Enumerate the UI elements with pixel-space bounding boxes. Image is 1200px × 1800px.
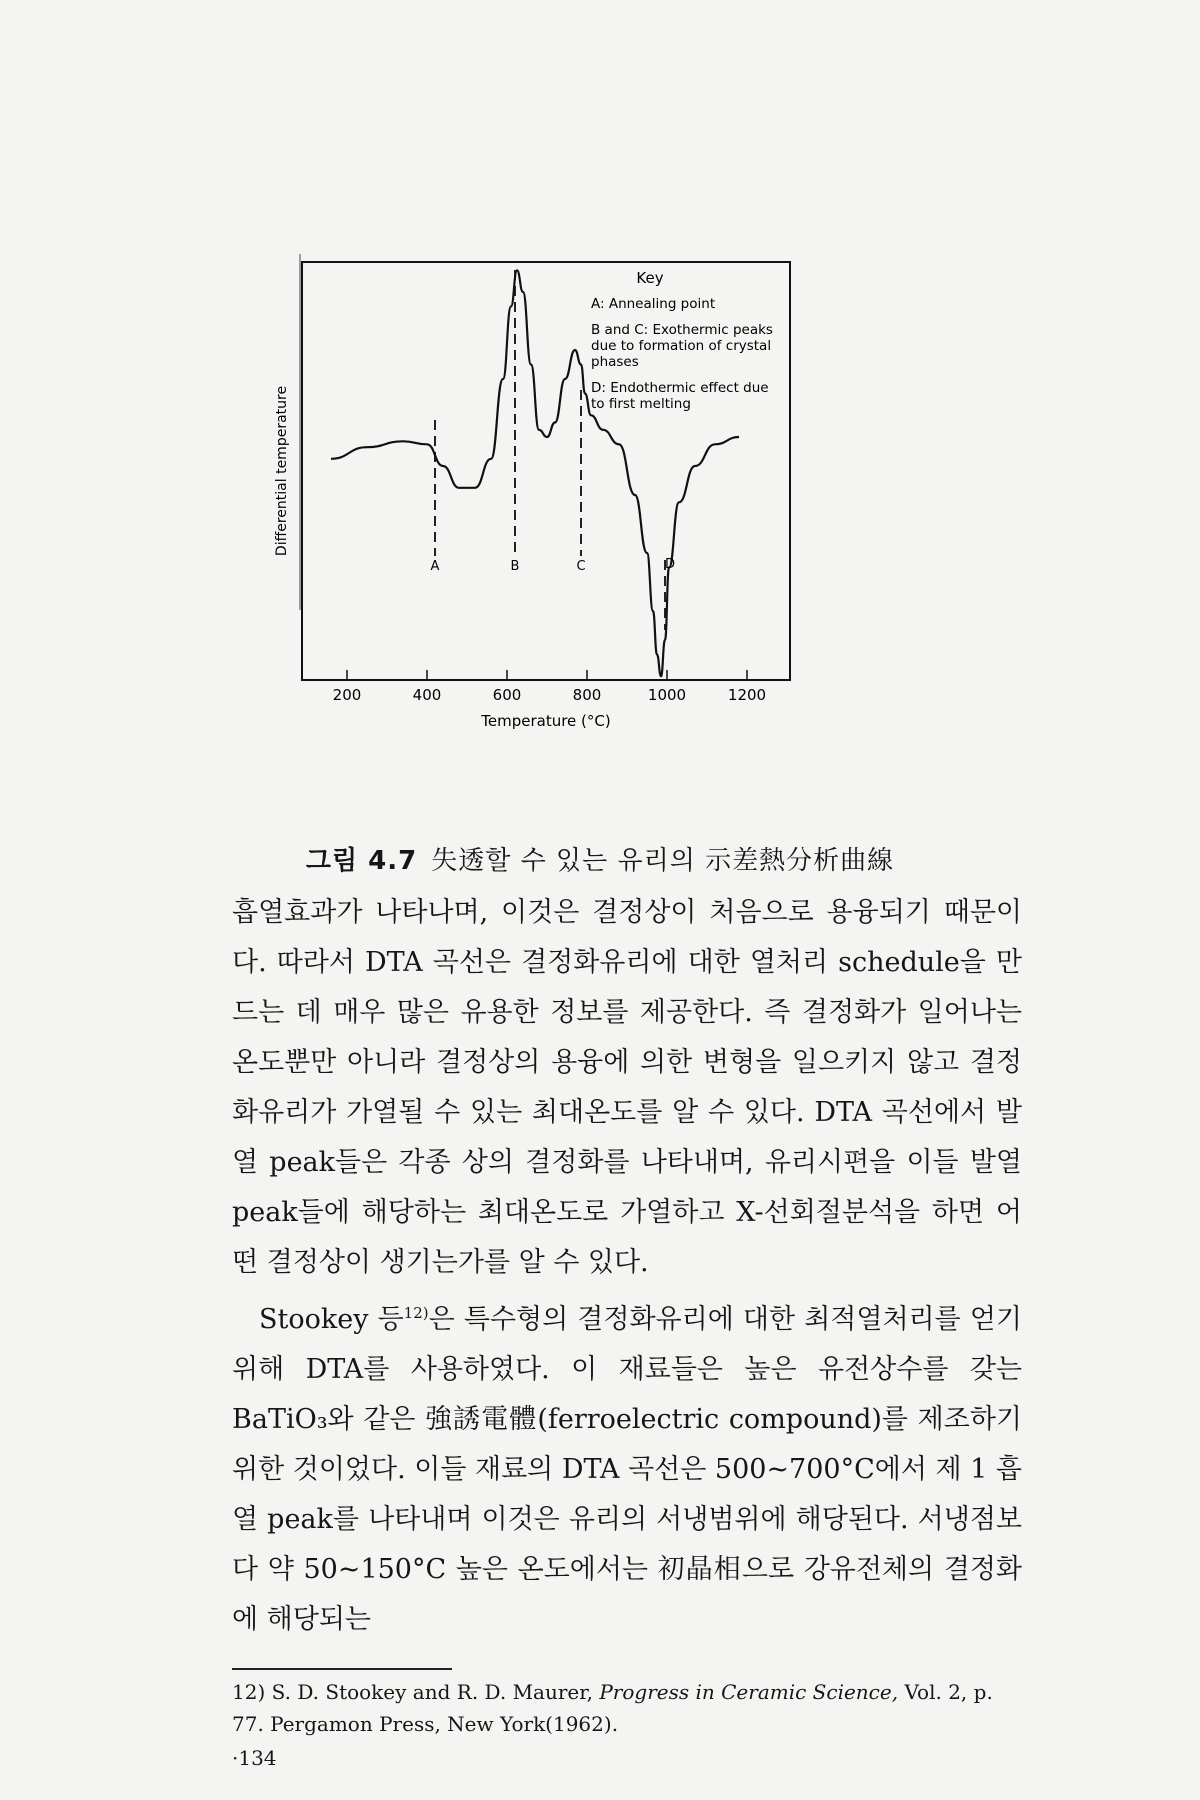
key-line-phases: phases (591, 354, 639, 370)
paragraph-2-rest: 은 특수형의 결정화유리에 대한 최적열처리를 얻기 위해 DTA를 사용하였다. 이 재료들은 높은 유전상수를 갖는 BaTiO₃와 같은 強誘電體(ferroelectric compound)를 제조하기 위한 것이었다. 이들 재료의 DTA 곡선은 500~700°C에서 제 1 흡열 peak를 나타내며 이것은 유리의 서냉범위에 해당된다. 서냉점보다 약 50~150°C 높은 온도에서는 初晶相으로 강유전체의 결정화에 해당되는 (232, 1304, 1023, 1635)
footnote-title: Progress in Ceramic Science, (599, 1680, 899, 1704)
marker-label-d: D (664, 557, 676, 572)
page-number: ·134 (232, 1746, 277, 1770)
x-tick-labels (333, 686, 766, 704)
key-title: Key (636, 269, 664, 287)
marker-label-c: C (576, 559, 586, 574)
key-line-endothermic: D: Endothermic effect due (591, 380, 769, 396)
figure-number: 그림 4.7 (305, 846, 418, 876)
footnote-marker: 12) (232, 1680, 266, 1704)
x-tick-marks (347, 670, 747, 680)
marker-label-b: B (510, 559, 520, 574)
x-tick-label-600: 600 (492, 686, 522, 704)
key-legend (591, 269, 773, 412)
footnote-details: Vol. 2, p. 77. Pergamon Press, New York(1962). (232, 1680, 993, 1736)
key-line-exothermic-cont: due to formation of crystal (591, 338, 772, 354)
x-tick-label-200: 200 (332, 686, 362, 704)
dta-chart (274, 250, 920, 840)
key-line-first-melting: to first melting (591, 396, 691, 412)
body-text (232, 888, 1022, 1645)
paragraph-2 (232, 1288, 1022, 1645)
figure-caption (0, 840, 1200, 877)
footnote (232, 1676, 1022, 1740)
paragraph-1: 흡열효과가 나타나며, 이것은 결정상이 처음으로 용융되기 때문이다. 따라서 DTA 곡선은 결정화유리에 대한 열처리 schedule을 만드는 데 매우 많은 유용한 정보를 제공한다. 즉 결정화가 일어나는 온도뿐만 아니라 결정상의 용융에 의한 변형을 일으키지 않고 결정화유리가 가열될 수 있는 최대온도를 알 수 있다. DTA 곡선에서 발열 peak들은 각종 상의 결정화를 나타내며, 유리시편을 이들 발열 peak들에 해당하는 최대온도로 가열하고 X-선회절분석을 하면 어떤 결정상이 생기는가를 알 수 있다. (232, 897, 1022, 1278)
reference-marker: 12) (403, 1304, 429, 1322)
marker-labels (431, 557, 675, 574)
x-tick-label-1000: 1000 (647, 686, 687, 704)
y-axis-label: Differential temperature (274, 385, 290, 557)
figure-caption-text: 失透할 수 있는 유리의 示差熱分析曲線 (431, 846, 895, 876)
footnote-divider (232, 1668, 452, 1670)
footnote-authors: S. D. Stookey and R. D. Maurer, (271, 1680, 593, 1704)
x-tick-label-1200: 1200 (727, 686, 767, 704)
marker-label-a: A (430, 559, 440, 574)
paragraph-2-start: Stookey 등 (259, 1304, 404, 1335)
x-axis-label: Temperature (°C) (481, 712, 611, 730)
dta-figure (274, 250, 920, 840)
key-line-exothermic: B and C: Exothermic peaks (591, 322, 773, 338)
x-tick-label-400: 400 (412, 686, 442, 704)
x-tick-label-800: 800 (572, 686, 602, 704)
key-line-annealing: A: Annealing point (591, 296, 716, 312)
